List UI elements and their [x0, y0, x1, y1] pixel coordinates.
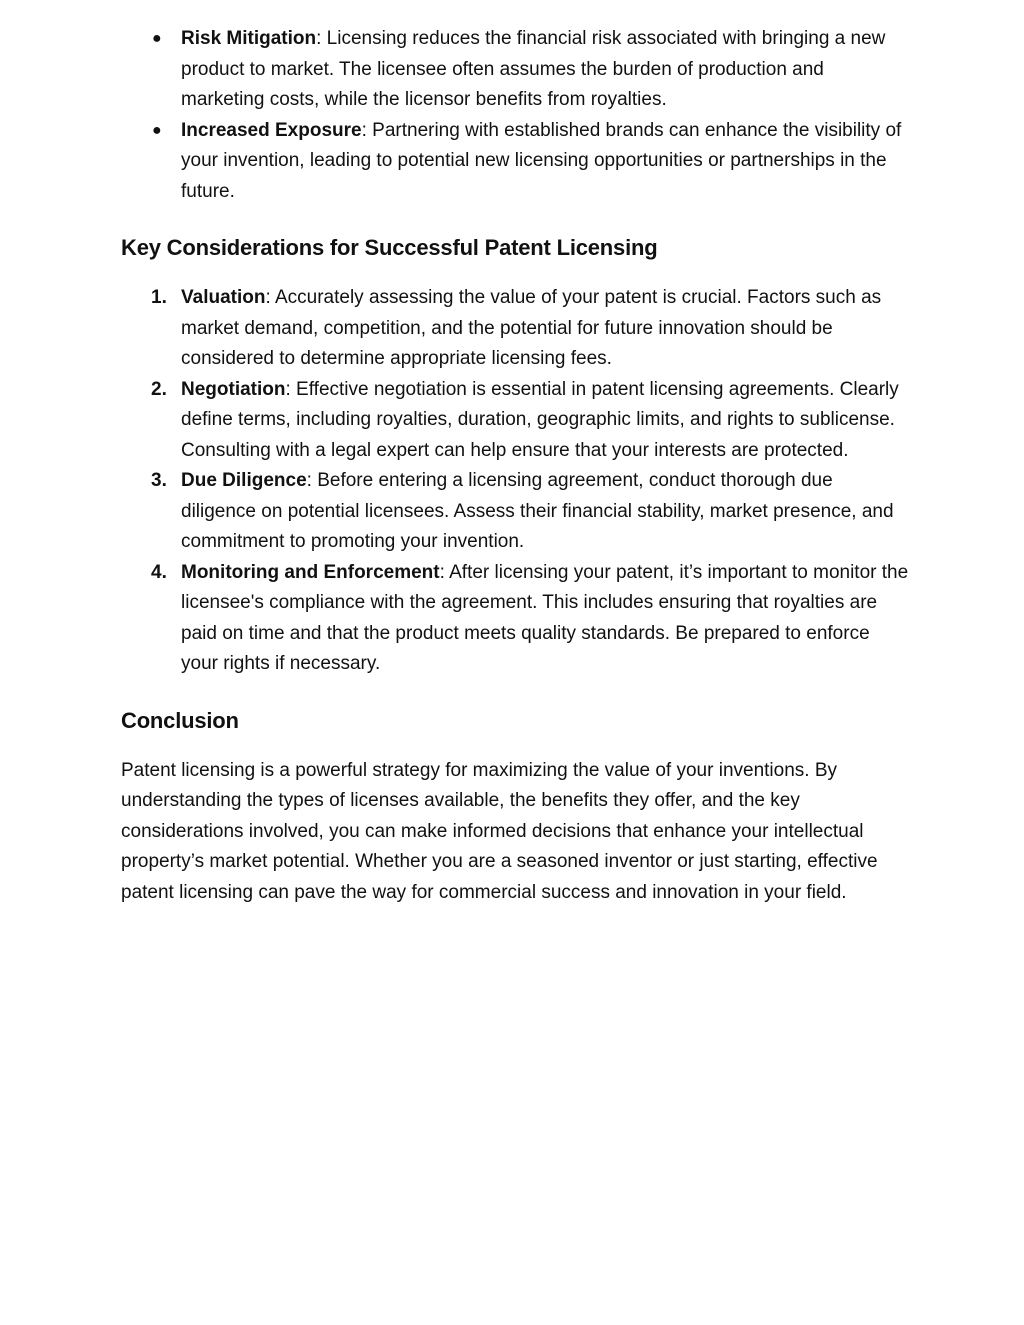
- list-item: [121, 375, 911, 467]
- list-item-text: : Accurately assessing the value of your patent is crucial. Factors such as market demand, competition, and the potential for future innovation should be considered to determine appropriate licensing fees.: [181, 287, 882, 369]
- list-item-text: : Before entering a licensing agreement, conduct thorough due diligence on potential licensees. Assess their financial stability, market presence, and commitment to promoting your invention.: [181, 470, 894, 552]
- list-item-term: Negotiation: [181, 378, 286, 400]
- list-item-text: : Effective negotiation is essential in patent licensing agreements. Clearly define terms, including royalties, duration, geographic limits, and rights to sublicense. Consulting with a legal expert can help ensure that your interests are protected.: [181, 378, 899, 461]
- list-item-term: Due Diligence: [181, 470, 307, 491]
- section-heading-key-considerations: Key Considerations for Successful Patent Licensing: [121, 235, 658, 260]
- benefits-list: [121, 24, 911, 207]
- list-number: 1.: [151, 287, 167, 308]
- list-item-term: Monitoring and Enforcement: [181, 561, 440, 583]
- document-content: [121, 24, 911, 908]
- bullet-icon: ●: [152, 30, 162, 47]
- conclusion-paragraph: Patent licensing is a powerful strategy for maximizing the value of your inventions. By understanding the types of licenses available, the benefits they offer, and the key considerations involved, you can make informed decisions that enhance your intellectual property’s market potential. Whether you are a seasoned inventor or just starting, effective patent licensing can pave the way for commercial success and innovation in your field.: [121, 759, 878, 903]
- list-item-text: : Partnering with established brands can enhance the visibility of your invention, leading to potential new licensing opportunities or partnerships in the future.: [181, 119, 902, 202]
- list-item-text: : Licensing reduces the financial risk associated with bringing a new product to market. The licensee often assumes the burden of production and marketing costs, while the licensor benefits from royalties.: [181, 28, 886, 110]
- key-considerations-list: [121, 283, 911, 680]
- list-item: [121, 24, 911, 116]
- list-number: 2.: [151, 378, 167, 400]
- list-number: 3.: [151, 470, 167, 491]
- list-item: [121, 283, 911, 375]
- list-item: [121, 558, 911, 680]
- list-item-term: Increased Exposure: [181, 119, 362, 141]
- list-item: [121, 466, 911, 558]
- list-number: 4.: [151, 561, 167, 583]
- bullet-icon: ●: [152, 121, 162, 139]
- list-item-term: Risk Mitigation: [181, 28, 317, 49]
- list-item-text: : After licensing your patent, it’s important to monitor the licensee's compliance with the agreement. This includes ensuring that royalties are paid on time and that the product meets quality standards. Be prepared to enforce your rights if necessary.: [181, 561, 909, 674]
- list-item-term: Valuation: [181, 287, 266, 308]
- list-item: [121, 116, 911, 208]
- section-heading-conclusion: Conclusion: [121, 707, 239, 733]
